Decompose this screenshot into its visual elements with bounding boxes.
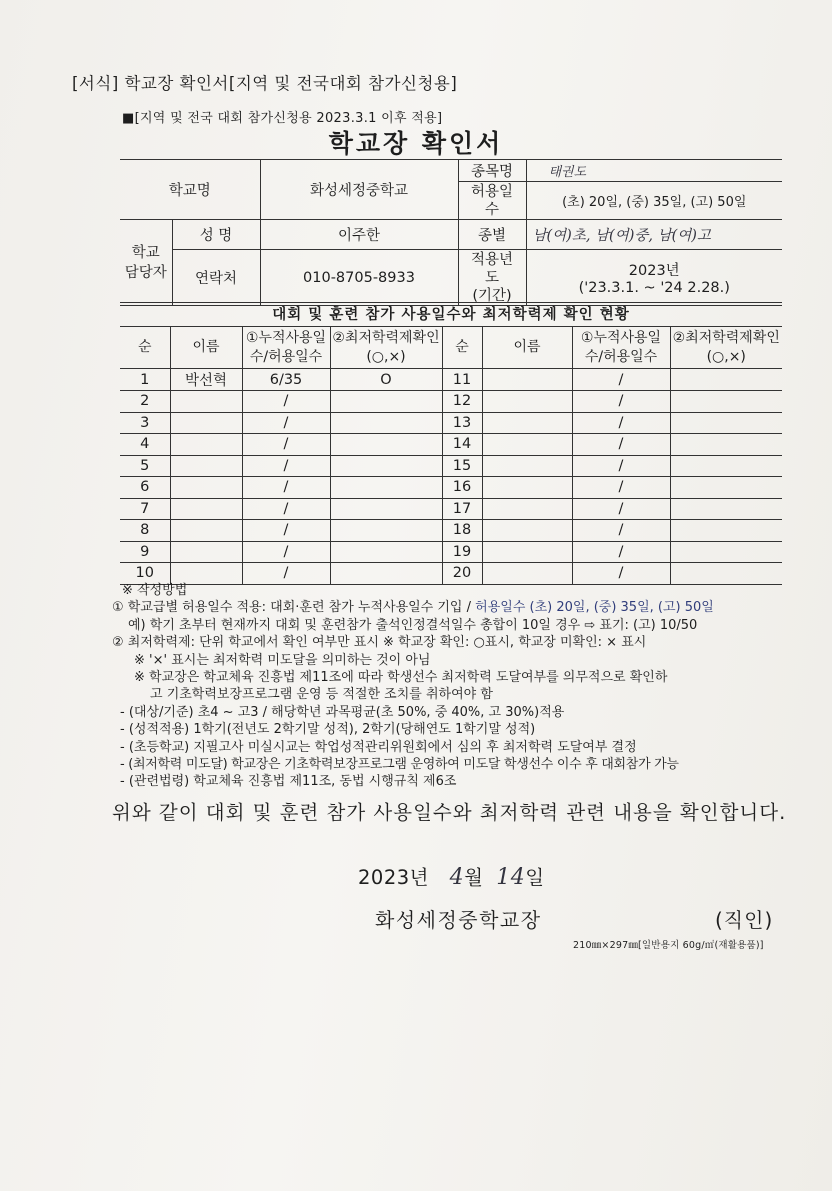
row-no: 3 (120, 412, 170, 434)
row-days: / (242, 391, 330, 413)
row-no: 2 (120, 391, 170, 413)
row-check-right (670, 412, 782, 434)
row-name (170, 412, 242, 434)
row-name-right (482, 412, 572, 434)
name-label: 성 명 (172, 220, 260, 250)
school-name: 화성세정중학교 (260, 160, 458, 220)
row-no: 7 (120, 498, 170, 520)
row-name-right (482, 369, 572, 391)
row-name-right (482, 520, 572, 542)
row-check (330, 541, 442, 563)
note-8: - (초등학교) 지필고사 미실시교는 학업성적관리위원회에서 심의 후 최저학력 도달여부 결정 (120, 739, 637, 755)
school-info-table (120, 159, 782, 306)
row-name-right (482, 455, 572, 477)
row-days: / (242, 412, 330, 434)
note-1-allowed: 허용일수 (초) 20일, (중) 35일, (고) 50일 (475, 600, 714, 616)
note-1 (112, 599, 812, 616)
date-month-unit: 월 (464, 866, 484, 889)
row-check (330, 391, 442, 413)
period-year: 2023년 (628, 263, 680, 279)
gender-value: 남(여)초, 남(여)중, 남(여)고 (526, 220, 782, 250)
row-name-right (482, 563, 572, 585)
row-no-right: 15 (442, 455, 482, 477)
row-name-right (482, 477, 572, 499)
sport-value: 태권도 (526, 160, 782, 182)
table-row (120, 391, 782, 413)
period-range: ('23.3.1. ~ '24 2.28.) (578, 280, 730, 296)
row-name-right (482, 498, 572, 520)
row-days-right: / (572, 541, 670, 563)
row-days: / (242, 498, 330, 520)
row-check-right (670, 477, 782, 499)
row-no: 9 (120, 541, 170, 563)
header-days: ①누적사용일수/허용일수 (242, 327, 330, 369)
row-days: / (242, 541, 330, 563)
header-check: ②최저학력제확인(○,×) (330, 327, 442, 369)
allowed-days-value: (초) 20일, (중) 35일, (고) 50일 (526, 182, 782, 220)
row-days-right: / (572, 369, 670, 391)
row-name (170, 455, 242, 477)
note-2: ② 최저학력제: 단위 학교에서 확인 여부만 표시 ※ 학교장 확인: ○표시, 학교장 미확인: × 표시 (112, 635, 647, 651)
row-no-right: 18 (442, 520, 482, 542)
row-check-right (670, 391, 782, 413)
table-row (120, 434, 782, 456)
row-check-right (670, 455, 782, 477)
notes-heading: ※ 작성방법 (122, 583, 188, 598)
row-check (330, 477, 442, 499)
table-row (120, 498, 782, 520)
contact-value: 010-8705-8933 (260, 250, 458, 306)
manager-label: 학교 담당자 (120, 220, 172, 306)
date-month: 4 (449, 865, 465, 890)
period-value (526, 250, 782, 306)
date-day-unit: 일 (525, 866, 545, 889)
row-name (170, 563, 242, 585)
participation-table (120, 326, 782, 585)
row-check-right (670, 541, 782, 563)
issue-date (358, 862, 545, 890)
row-days: / (242, 455, 330, 477)
note-7: - (성적적용) 1학기(전년도 2학기말 성적), 2학기(당해연도 1학기말 성적) (120, 722, 536, 738)
note-10: - (관련법령) 학교체육 진흥법 제11조, 동법 시행규칙 제6조 (120, 774, 457, 790)
note-9: - (최저학력 미도달) 학교장은 기초학력보장프로그램 운영하여 미도달 학생선수 이수 후 대회참가 가능 (120, 757, 679, 773)
note-1-example: 예) 학기 초부터 현재까지 대회 및 훈련참가 출석인정결석일수 총합이 10일 경우 ⇨ 표기: (고) 10/50 (128, 617, 698, 633)
row-days: 6/35 (242, 369, 330, 391)
row-no: 5 (120, 455, 170, 477)
table-row (120, 520, 782, 542)
row-days-right: / (572, 498, 670, 520)
confirmation-text: 위와 같이 대회 및 훈련 참가 사용일수와 최저학력 관련 내용을 확인합니다. (112, 801, 787, 824)
header-no: 순 (120, 327, 170, 369)
table-row (120, 412, 782, 434)
row-no: 1 (120, 369, 170, 391)
table-row (120, 541, 782, 563)
allowed-days-label: 허용일수 (458, 182, 526, 220)
row-no-right: 14 (442, 434, 482, 456)
row-check (330, 434, 442, 456)
date-day: 14 (496, 865, 526, 890)
header-name: 이름 (170, 327, 242, 369)
row-days-right: / (572, 434, 670, 456)
note-4: ※ 학교장은 학교체육 진흥법 제11조에 따라 학생선수 최저학력 도달여부를 의무적으로 확인하 (134, 670, 668, 686)
header-no-right: 순 (442, 327, 482, 369)
row-name (170, 498, 242, 520)
row-no-right: 17 (442, 498, 482, 520)
table-row (120, 369, 782, 391)
row-check-right (670, 520, 782, 542)
row-name (170, 434, 242, 456)
date-year: 2023년 (358, 866, 429, 889)
row-no-right: 16 (442, 477, 482, 499)
row-no-right: 20 (442, 563, 482, 585)
row-check-right (670, 563, 782, 585)
row-no-right: 11 (442, 369, 482, 391)
period-label: 적용년도 (기간) (458, 250, 526, 306)
row-days-right: / (572, 391, 670, 413)
note-6: - (대상/기준) 초4 ~ 고3 / 해당학년 과목평균(초 50%, 중 40%, 고 30%)적용 (120, 704, 565, 720)
table-row (120, 477, 782, 499)
form-label: [서식] 학교장 확인서[지역 및 전국대회 참가신청용] (72, 74, 458, 93)
row-days: / (242, 434, 330, 456)
row-no-right: 13 (442, 412, 482, 434)
row-days-right: / (572, 563, 670, 585)
writing-instructions (112, 582, 812, 791)
row-check (330, 520, 442, 542)
row-check (330, 498, 442, 520)
school-label: 학교명 (120, 160, 260, 220)
row-days-right: / (572, 412, 670, 434)
name-value: 이주한 (260, 220, 458, 250)
application-note: ■[지역 및 전국 대회 참가신청용 2023.3.1 이후 적용] (122, 111, 443, 126)
note-1-text: ① 학교급별 허용일수 적용: 대회·훈련 참가 누적사용일수 기입 / (112, 600, 476, 616)
row-days: / (242, 477, 330, 499)
row-name (170, 391, 242, 413)
row-no: 10 (120, 563, 170, 585)
row-check-right (670, 434, 782, 456)
row-check: O (330, 369, 442, 391)
row-name-right (482, 434, 572, 456)
paper-spec: 210㎜×297㎜[일반용지 60g/㎡(재활용품)] (573, 940, 764, 951)
row-no: 4 (120, 434, 170, 456)
gender-label: 종별 (458, 220, 526, 250)
section-title: 대회 및 훈련 참가 사용일수와 최저학력제 확인 현황 (120, 302, 782, 328)
row-days-right: / (572, 455, 670, 477)
row-no-right: 19 (442, 541, 482, 563)
row-name-right (482, 391, 572, 413)
document-title: 학교장 확인서 (328, 129, 504, 158)
row-name (170, 477, 242, 499)
row-days: / (242, 563, 330, 585)
note-3: ※ '×' 표시는 최저학력 미도달을 의미하는 것이 아님 (134, 652, 431, 668)
row-no: 6 (120, 477, 170, 499)
row-name: 박선혁 (170, 369, 242, 391)
table-header-row (120, 327, 782, 369)
note-5: 고 기초학력보장프로그램 운영 등 적절한 조치를 취하여야 함 (150, 687, 493, 703)
sport-label: 종목명 (458, 160, 526, 182)
row-days-right: / (572, 477, 670, 499)
row-check-right (670, 369, 782, 391)
official-seal-label: (직인) (715, 908, 774, 932)
row-days: / (242, 520, 330, 542)
table-row (120, 563, 782, 585)
contact-label: 연락처 (172, 250, 260, 306)
row-check (330, 563, 442, 585)
principal-title: 화성세정중학교장 (375, 908, 542, 932)
header-days-right: ①누적사용일수/허용일수 (572, 327, 670, 369)
row-check-right (670, 498, 782, 520)
row-check (330, 455, 442, 477)
row-no-right: 12 (442, 391, 482, 413)
header-name-right: 이름 (482, 327, 572, 369)
row-name (170, 520, 242, 542)
row-name-right (482, 541, 572, 563)
table-row (120, 455, 782, 477)
row-name (170, 541, 242, 563)
row-days-right: / (572, 520, 670, 542)
row-check (330, 412, 442, 434)
row-no: 8 (120, 520, 170, 542)
header-check-right: ②최저학력제확인(○,×) (670, 327, 782, 369)
